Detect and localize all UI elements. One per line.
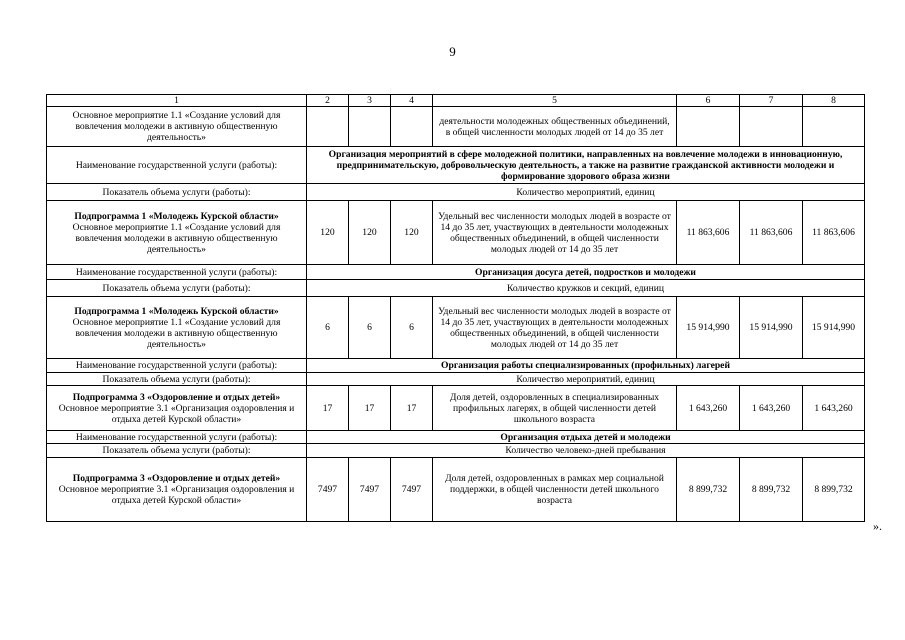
column-header: 6 [677,95,740,107]
service-name-value: Организация мероприятий в сфере молодежной политики, направленных на вовлечение молодежи в инновационную, предпринимательскую, добровольческую деятельность, а также на развитие гражданской активности молодежи и формирование здорового образа жизни [307,147,865,184]
amount-cell: 11 863,606 [803,201,865,265]
service-name-value: Организация работы специализированных (профильных) лагерей [307,359,865,373]
table-cell [677,107,740,147]
activity-text: Основное мероприятие 3.1 «Организация оздоровления и отдыха детей Курской области» [58,484,295,506]
amount-cell: 8 899,732 [803,458,865,522]
table-cell [391,107,433,147]
indicator-cell: Доля детей, оздоровленных в рамках мер социальной поддержки, в общей численности детей школьного возраста [433,458,677,522]
amount-cell: 8 899,732 [677,458,740,522]
activity-text: Основное мероприятие 3.1 «Организация оздоровления и отдыха детей Курской области» [58,402,295,425]
amount-cell: 15 914,990 [677,297,740,359]
value-cell: 120 [391,201,433,265]
amount-cell: 1 643,260 [740,386,803,431]
table-header-row [47,95,865,107]
indicator-cell: Удельный вес численности молодых людей в возрасте от 14 до 35 лет, участвующих в деятельности молодежных общественных объединений, в общей численности молодых людей от 14 до 35 лет [433,297,677,359]
activity-cell: Основное мероприятие 1.1 «Создание условий для вовлечения молодежи в активную общественную деятельность» [47,107,307,147]
column-header: 3 [349,95,391,107]
value-cell: 6 [349,297,391,359]
program-title: Подпрограмма 3 «Оздоровление и отдых детей» [72,473,281,484]
amount-cell: 1 643,260 [677,386,740,431]
value-cell: 17 [391,386,433,431]
value-cell: 120 [349,201,391,265]
table-cell [803,107,865,147]
closing-quote-mark: ». [873,519,882,533]
program-cell [47,297,307,359]
program-title: Подпрограмма 1 «Молодежь Курской области» [74,305,279,317]
program-title: Подпрограмма 3 «Оздоровление и отдых детей» [72,391,281,403]
value-cell: 7497 [349,458,391,522]
indicator-label: Показатель объема услуги (работы): [47,444,307,458]
table-row [47,107,865,147]
service-name-row [47,265,865,280]
table-row [47,458,865,522]
service-name-row [47,147,865,184]
indicator-row [47,373,865,386]
service-name-row [47,431,865,444]
amount-cell: 11 863,606 [677,201,740,265]
value-cell: 17 [307,386,349,431]
indicator-label: Показатель объема услуги (работы): [47,184,307,201]
column-header: 8 [803,95,865,107]
indicator-value: Количество человеко-дней пребывания [307,444,865,458]
service-name-label: Наименование государственной услуги (работы): [47,265,307,280]
column-header: 5 [433,95,677,107]
program-title: Подпрограмма 1 «Молодежь Курской области» [74,210,279,222]
value-cell: 6 [307,297,349,359]
service-name-value: Организация досуга детей, подростков и молодежи [307,265,865,280]
budget-table [46,94,865,522]
column-header: 2 [307,95,349,107]
indicator-cell: Удельный вес численности молодых людей в возрасте от 14 до 35 лет, участвующих в деятельности молодежных общественных объединений, в общей численности молодых людей от 14 до 35 лет [433,201,677,265]
value-cell: 17 [349,386,391,431]
table-cell [349,107,391,147]
amount-cell: 11 863,606 [740,201,803,265]
indicator-value: Количество мероприятий, единиц [307,373,865,386]
amount-cell: 8 899,732 [740,458,803,522]
service-name-label: Наименование государственной услуги (работы): [47,147,307,184]
indicator-cell: деятельности молодежных общественных объединений, в общей численности молодых людей от 14 до 35 лет [433,107,677,147]
indicator-row [47,184,865,201]
indicator-row [47,444,865,458]
indicator-label: Показатель объема услуги (работы): [47,373,307,386]
indicator-value: Количество кружков и секций, единиц [307,280,865,297]
column-header: 7 [740,95,803,107]
indicator-row [47,280,865,297]
indicator-label: Показатель объема услуги (работы): [47,280,307,297]
page-number: 9 [449,44,456,59]
value-cell: 120 [307,201,349,265]
activity-text: Основное мероприятие 1.1 «Создание условий для вовлечения молодежи в активную общественную деятельность» [72,221,281,255]
amount-cell: 15 914,990 [740,297,803,359]
column-header: 4 [391,95,433,107]
column-header: 1 [47,95,307,107]
service-name-value: Организация отдыха детей и молодежи [307,431,865,444]
amount-cell: 15 914,990 [803,297,865,359]
activity-text: Основное мероприятие 1.1 «Создание условий для вовлечения молодежи в активную общественную деятельность» [72,316,281,350]
table-row [47,297,865,359]
program-cell [47,458,307,522]
value-cell: 7497 [307,458,349,522]
service-name-row [47,359,865,373]
service-name-label: Наименование государственной услуги (работы): [47,431,307,444]
program-cell [47,386,307,431]
value-cell: 7497 [391,458,433,522]
program-cell [47,201,307,265]
table-row [47,201,865,265]
indicator-cell: Доля детей, оздоровленных в специализированных профильных лагерях, в общей численности детей школьного возраста [433,386,677,431]
indicator-value: Количество мероприятий, единиц [307,184,865,201]
table-cell [307,107,349,147]
service-name-label: Наименование государственной услуги (работы): [47,359,307,373]
table-cell [740,107,803,147]
amount-cell: 1 643,260 [803,386,865,431]
table-row [47,386,865,431]
value-cell: 6 [391,297,433,359]
